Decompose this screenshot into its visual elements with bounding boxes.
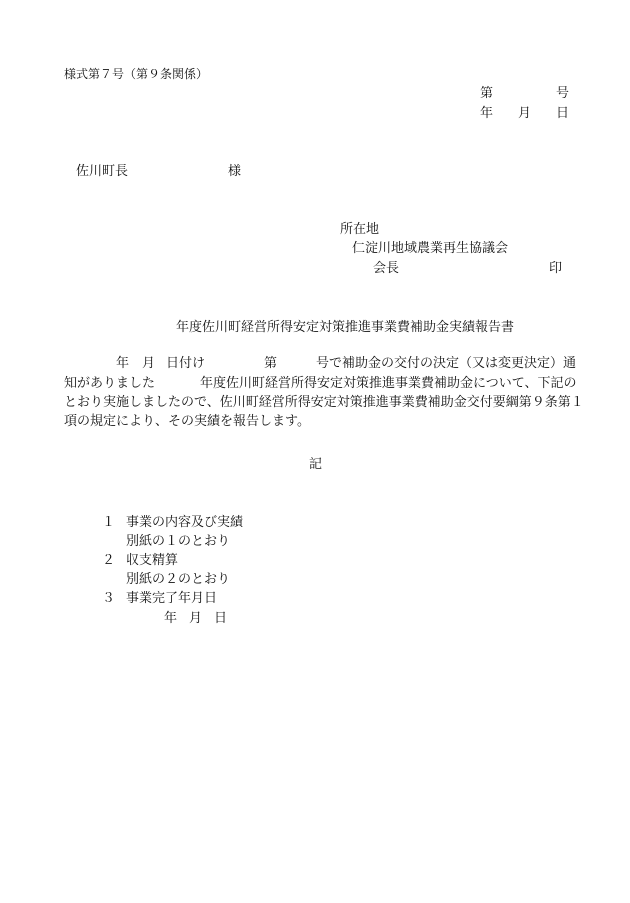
number-suffix: 号 xyxy=(556,86,570,101)
body-line2-start: 知がありました xyxy=(64,376,156,391)
item-2-number: ２ xyxy=(102,553,116,568)
date-year: 年 xyxy=(480,106,494,121)
item-1-number: １ xyxy=(102,515,116,530)
document-title: 年度佐川町経営所得安定対策推進事業費補助金実績報告書 xyxy=(176,320,515,335)
body-year: 年 xyxy=(116,356,130,371)
body-line2-rest: 年度佐川町経営所得安定対策推進事業費補助金について、下記の xyxy=(200,376,577,391)
sender-organization: 仁淀川地域農業再生協議会 xyxy=(352,241,509,256)
item-1-label: 事業の内容及び実績 xyxy=(126,515,244,530)
item-3-day: 日 xyxy=(214,611,228,626)
body-line4: 項の規定により、その実績を報告します。 xyxy=(64,414,310,429)
item-2-label: 収支精算 xyxy=(126,553,179,568)
item-3-month: 月 xyxy=(189,611,203,626)
item-2-detail: 別紙の２のとおり xyxy=(126,572,231,587)
form-label: 様式第７号（第９条関係） xyxy=(64,67,209,81)
date-month: 月 xyxy=(518,106,532,121)
ki-marker: 記 xyxy=(309,457,323,472)
date-day: 日 xyxy=(556,106,570,121)
addressee-honorific: 様 xyxy=(228,164,242,179)
number-prefix: 第 xyxy=(480,86,494,101)
item-3-year: 年 xyxy=(164,611,178,626)
sender-title: 会長 xyxy=(373,261,400,276)
addressee-name: 佐川町長 xyxy=(76,164,129,179)
sender-location-label: 所在地 xyxy=(340,222,380,237)
item-3-number: ３ xyxy=(102,591,116,606)
body-line1-rest: 号で補助金の交付の決定（又は変更決定）通 xyxy=(316,356,577,371)
body-month: 月 xyxy=(142,356,156,371)
item-1-detail: 別紙の１のとおり xyxy=(126,534,231,549)
body-line3: とおり実施しましたので、佐川町経営所得安定対策推進事業費補助金交付要綱第９条第１ xyxy=(64,395,584,410)
sender-seal: 印 xyxy=(549,261,563,276)
body-dated: 日付け xyxy=(166,356,206,371)
item-3-label: 事業完了年月日 xyxy=(126,591,218,606)
body-number-prefix: 第 xyxy=(264,356,278,371)
